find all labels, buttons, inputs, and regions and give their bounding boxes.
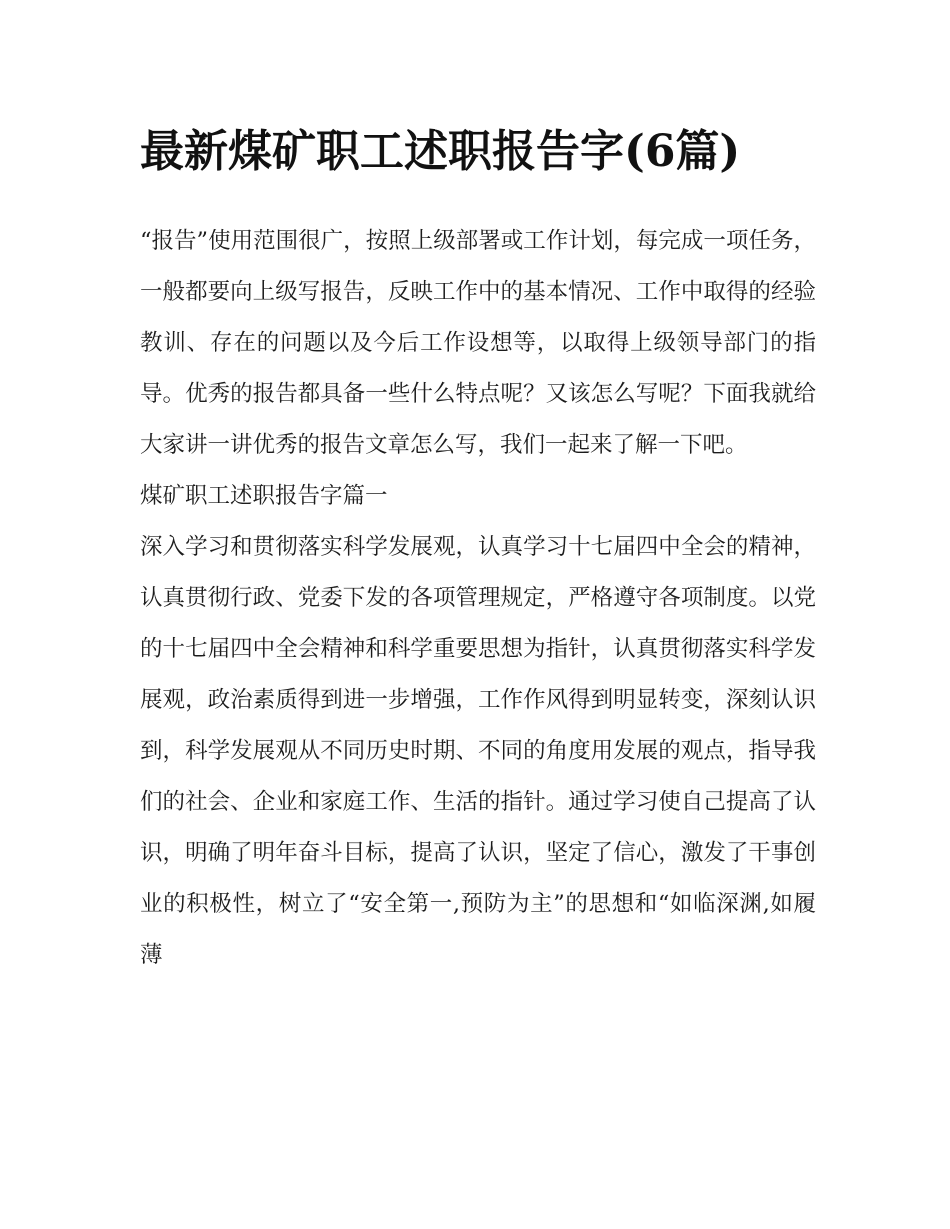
intro-paragraph: “报告”使用范围很广，按照上级部署或工作计划，每完成一项任务，一般都要向上级写报告，反映工作中的基本情况、工作中取得的经验教训、存在的问题以及今后工作设想等，以取得上级领导部门的指导。优秀的报告都具备一些什么特点呢？又该怎么写呢？下面我就给大家讲一讲优秀的报告文章怎么写，我们一起来了解一下吧。 — [140, 228, 816, 458]
section-body-paragraph: 深入学习和贯彻落实科学发展观，认真学习十七届四中全会的精神，认真贯彻行政、党委下发的各项管理规定，严格遵守各项制度。以党的十七届四中全会精神和科学重要思想为指针，认真贯彻落实科学发展观，政治素质得到进一步增强，工作作风得到明显转变，深刻认识到，科学发展观从不同历史时期、不同的角度用发展的观点，指导我们的社会、企业和家庭工作、生活的指针。通过学习使自己提高了认识，明确了明年奋斗目标，提高了认识，坚定了信心，激发了干事创业的积极性，树立了“安全第一,预防为主”的思想和“如临深渊,如履薄 — [140, 534, 816, 968]
document-content — [140, 112, 816, 981]
section-heading: 煤矿职工述职报告字篇一 — [140, 483, 388, 509]
document-title: 最新煤矿职工述职报告字(6篇) — [140, 126, 741, 177]
